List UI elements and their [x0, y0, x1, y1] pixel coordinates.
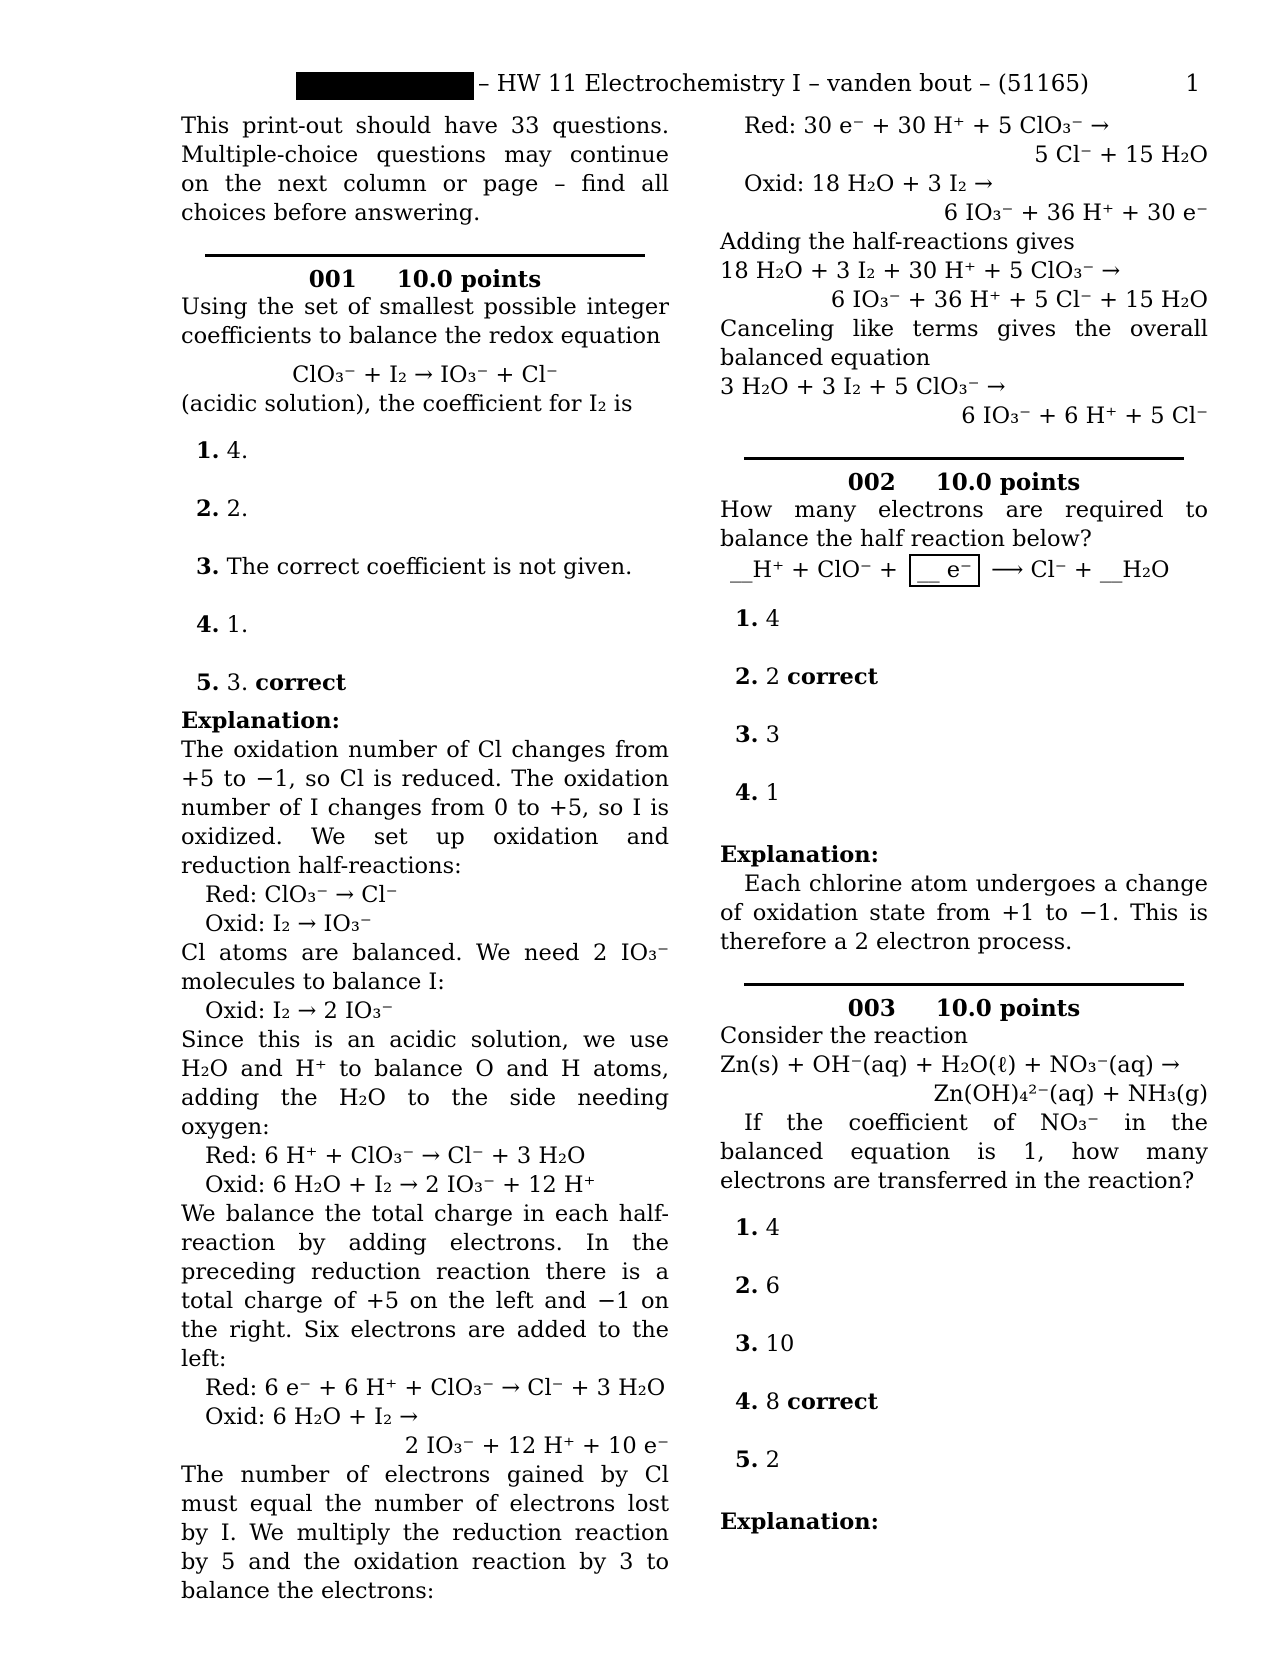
right-column: [720, 112, 1208, 1537]
question-number: 002: [847, 469, 896, 496]
question-text: If the coefficient of NO₃⁻ in the balanced equation is 1, how many electrons are transferred in the reaction?: [720, 1110, 1208, 1194]
half-reaction-continued: 5 Cl⁻ + 15 H₂O: [1034, 142, 1208, 168]
question-header: [720, 996, 1208, 1022]
electron-blank-box: __ e⁻: [909, 554, 980, 587]
half-reaction: Red: 6 H⁺ + ClO₃⁻ → Cl⁻ + 3 H₂O: [205, 1143, 586, 1169]
left-column: [181, 112, 669, 1606]
choice-item-correct[interactable]: 2. 2 correct: [735, 664, 878, 690]
correct-mark: correct: [787, 1389, 878, 1415]
redox-equation: ClO₃⁻ + I₂ → IO₃⁻ + Cl⁻: [292, 362, 558, 388]
choice-item[interactable]: 4. 1.: [196, 612, 249, 638]
combined-reaction-continued: 6 IO₃⁻ + 36 H⁺ + 5 Cl⁻ + 15 H₂O: [830, 287, 1208, 313]
half-reaction: Red: 6 e⁻ + 6 H⁺ + ClO₃⁻ → Cl⁻ + 3 H₂O: [205, 1375, 666, 1401]
explanation-text: Adding the half-reactions gives: [720, 229, 1075, 255]
choice-item[interactable]: 1. 4: [735, 1215, 780, 1241]
choice-item-correct[interactable]: 5. 3. correct: [196, 670, 347, 696]
choice-item[interactable]: 2. 6: [735, 1273, 780, 1299]
question-number: 003: [847, 995, 896, 1022]
correct-mark: correct: [255, 670, 347, 696]
explanation-text: Cl atoms are balanced. We need 2 IO₃⁻ molecules to balance I:: [181, 940, 669, 995]
header-title: – HW 11 Electrochemistry I – vanden bout – (51165): [478, 71, 1089, 97]
choice-list: [181, 437, 669, 703]
question-prompt: How many electrons are required to balance the half reaction below?: [720, 497, 1208, 552]
question-points: 10.0 points: [935, 469, 1081, 496]
question-header: [181, 267, 669, 293]
half-reaction: Red: ClO₃⁻ → Cl⁻: [205, 882, 398, 908]
choice-item[interactable]: 3. The correct coefficient is not given.: [196, 554, 633, 580]
choice-item[interactable]: 5. 2: [735, 1447, 780, 1473]
correct-mark: correct: [787, 664, 878, 690]
explanation-text: The number of electrons gained by Cl must equal the number of electrons lost by I. We multiply the reduction reaction by 5 and the oxidation reaction by 3 to balance the electrons:: [181, 1462, 669, 1604]
explanation-label: Explanation:: [181, 708, 340, 734]
question-divider: [744, 457, 1184, 460]
equation-left: __H⁺ + ClO⁻ +: [730, 557, 898, 583]
explanation-label: Explanation:: [720, 1509, 879, 1535]
half-reaction-continued: 2 IO₃⁻ + 12 H⁺ + 10 e⁻: [404, 1433, 669, 1459]
reaction-equation: Zn(s) + OH⁻(aq) + H₂O(ℓ) + NO₃⁻(aq) →: [720, 1052, 1180, 1078]
overall-equation: 3 H₂O + 3 I₂ + 5 ClO₃⁻ →: [720, 374, 1006, 400]
explanation-label: Explanation:: [720, 842, 879, 868]
choice-item[interactable]: 1. 4: [735, 606, 780, 632]
half-reaction-continued: 6 IO₃⁻ + 36 H⁺ + 30 e⁻: [943, 200, 1208, 226]
intro-text: This print-out should have 33 questions. Multiple-choice questions may continue on the next column or page – find all choices before answering.: [181, 113, 669, 226]
choice-list: [720, 1214, 1208, 1504]
page-number: 1: [1185, 71, 1200, 97]
question-divider: [205, 254, 645, 257]
equation-right: ⟶ Cl⁻ + __H₂O: [991, 557, 1170, 583]
choice-item[interactable]: 1. 4.: [196, 438, 249, 464]
question-points: 10.0 points: [396, 266, 542, 293]
half-reaction: Oxid: 18 H₂O + 3 I₂ →: [744, 171, 993, 197]
explanation-text: We balance the total charge in each half-reaction by adding electrons. In the preceding reduction reaction there is a total charge of +5 on the left and −1 on the right. Six electrons are added to the left:: [181, 1201, 669, 1372]
choice-item[interactable]: 2. 2.: [196, 496, 249, 522]
explanation-text: Since this is an acidic solution, we use H₂O and H⁺ to balance O and H atoms, adding the H₂O to the side needing oxygen:: [181, 1027, 669, 1140]
choice-item[interactable]: 4. 1: [735, 780, 780, 806]
explanation-text: The oxidation number of Cl changes from +5 to −1, so Cl is reduced. The oxidation number of I changes from 0 to +5, so I is oxidized. We set up oxidation and reduction half-reactions:: [181, 737, 669, 879]
half-reaction: Red: 30 e⁻ + 30 H⁺ + 5 ClO₃⁻ →: [744, 113, 1110, 139]
choice-item[interactable]: 3. 3: [735, 722, 780, 748]
overall-equation-continued: 6 IO₃⁻ + 6 H⁺ + 5 Cl⁻: [961, 403, 1208, 429]
half-reaction: Oxid: I₂ → 2 IO₃⁻: [205, 998, 394, 1024]
choice-list: [720, 605, 1208, 837]
question-number: 001: [308, 266, 357, 293]
question-divider: [744, 983, 1184, 986]
question-header: [720, 470, 1208, 496]
choice-item-correct[interactable]: 4. 8 correct: [735, 1389, 878, 1415]
half-reaction: Oxid: I₂ → IO₃⁻: [205, 911, 372, 937]
combined-reaction: 18 H₂O + 3 I₂ + 30 H⁺ + 5 ClO₃⁻ →: [720, 258, 1121, 284]
reaction-equation-continued: Zn(OH)₄²⁻(aq) + NH₃(g): [933, 1081, 1208, 1107]
question-points: 10.0 points: [935, 995, 1081, 1022]
question-prompt-continued: (acidic solution), the coefficient for I₂ is: [181, 391, 633, 417]
choice-item[interactable]: 3. 10: [735, 1331, 795, 1357]
redaction-bar: [296, 72, 474, 100]
question-prompt: Using the set of smallest possible integer coefficients to balance the redox equation: [181, 294, 669, 349]
half-reaction: Oxid: 6 H₂O + I₂ → 2 IO₃⁻ + 12 H⁺: [205, 1172, 596, 1198]
half-reaction: Oxid: 6 H₂O + I₂ →: [205, 1404, 419, 1430]
explanation-text: Canceling like terms gives the overall balanced equation: [720, 316, 1208, 371]
page-header: [296, 64, 1200, 104]
question-prompt: Consider the reaction: [720, 1023, 968, 1049]
half-reaction-equation: [720, 554, 1208, 587]
explanation-text: Each chlorine atom undergoes a change of oxidation state from +1 to −1. This is therefore a 2 electron process.: [720, 871, 1208, 955]
